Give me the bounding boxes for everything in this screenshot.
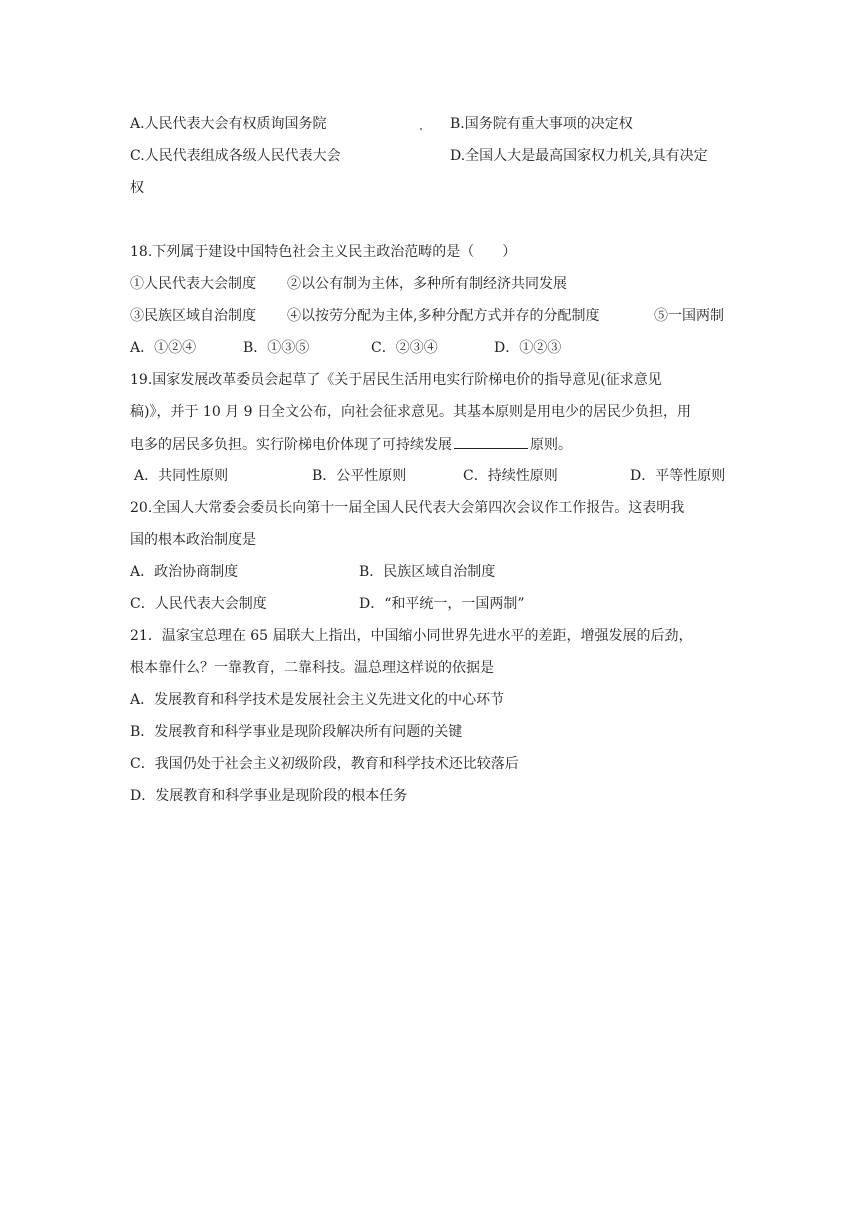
q19-option-c: C．持续性原则 — [463, 468, 558, 484]
q19-stem-line-1: 19.国家发展改革委员会起草了《关于居民生活用电实行阶梯电价的指导意见(征求意见 — [130, 372, 662, 388]
q20-option-a: A．政治协商制度 — [130, 564, 239, 580]
q19-stem-line-3 — [130, 434, 572, 455]
q19-stem-before-blank: 电多的居民多负担。实行阶梯电价体现了可持续发展 — [130, 437, 452, 453]
q19-option-d: D．平等性原则 — [630, 468, 726, 484]
q20-stem-line-1: 20.全国人大常委会委员长向第十一届全国人民代表大会第四次会议作工作报告。这表明我 — [130, 500, 685, 516]
q21-option-a: A．发展教育和科学技术是发展社会主义先进文化的中心环节 — [130, 692, 505, 708]
q20-option-c: C．人民代表大会制度 — [130, 596, 267, 612]
q17-option-b: B.国务院有重大事项的决定权 — [450, 116, 633, 132]
q18-option-d: D．①②③ — [494, 340, 562, 356]
q21-option-c: C．我国仍处于社会主义初级阶段，教育和科学技术还比较落后 — [130, 756, 519, 772]
q21-option-b: B．发展教育和科学事业是现阶段解决所有问题的关键 — [130, 724, 463, 740]
q21-stem-line-2: 根本靠什么？一靠教育，二靠科技。温总理这样说的依据是 — [130, 660, 494, 676]
q18-item-4: ④以按劳分配为主体,多种分配方式并存的分配制度 — [287, 308, 600, 324]
q19-stem-line-2: 稿)》，并于 10 月 9 日全文公布，向社会征求意见。其基本原则是用电少的居民少负担，用 — [130, 404, 691, 420]
stray-dot — [420, 128, 422, 130]
q20-option-b: B．民族区域自治制度 — [359, 564, 496, 580]
q21-stem-line-1: 21．温家宝总理在 65 届联大上指出，中国缩小同世界先进水平的差距，增强发展的后劲， — [130, 628, 693, 644]
q18-option-c: C．②③④ — [371, 340, 438, 356]
q18-stem: 18.下列属于建设中国特色社会主义民主政治范畴的是（ ） — [130, 244, 517, 260]
q19-option-b: B．公平性原则 — [312, 468, 407, 484]
q18-option-a: A．①②④ — [130, 340, 197, 356]
q18-item-3: ③民族区域自治制度 — [130, 308, 256, 324]
q18-item-1: ①人民代表大会制度 — [130, 276, 256, 292]
q21-option-d: D．发展教育和科学事业是现阶段的根本任务 — [130, 788, 408, 804]
q20-stem-line-2: 国的根本政治制度是 — [130, 532, 256, 548]
q20-option-d: D．“和平统一，一国两制” — [359, 596, 525, 612]
q18-item-2: ②以公有制为主体，多种所有制经济共同发展 — [287, 276, 567, 292]
q17-option-d: D.全国人大是最高国家权力机关,具有决定 — [450, 148, 708, 164]
q17-option-a: A.人民代表大会有权质询国务院 — [130, 116, 327, 132]
q17-option-d-continued: 权 — [130, 180, 144, 196]
q19-stem-after-blank: 原则。 — [530, 437, 572, 453]
q19-option-a: A．共同性原则 — [134, 468, 229, 484]
answer-blank — [454, 434, 528, 449]
q18-item-5: ⑤一国两制 — [654, 308, 724, 324]
q17-option-c: C.人民代表组成各级人民代表大会 — [130, 148, 341, 164]
q18-option-b: B．①③⑤ — [243, 340, 310, 356]
